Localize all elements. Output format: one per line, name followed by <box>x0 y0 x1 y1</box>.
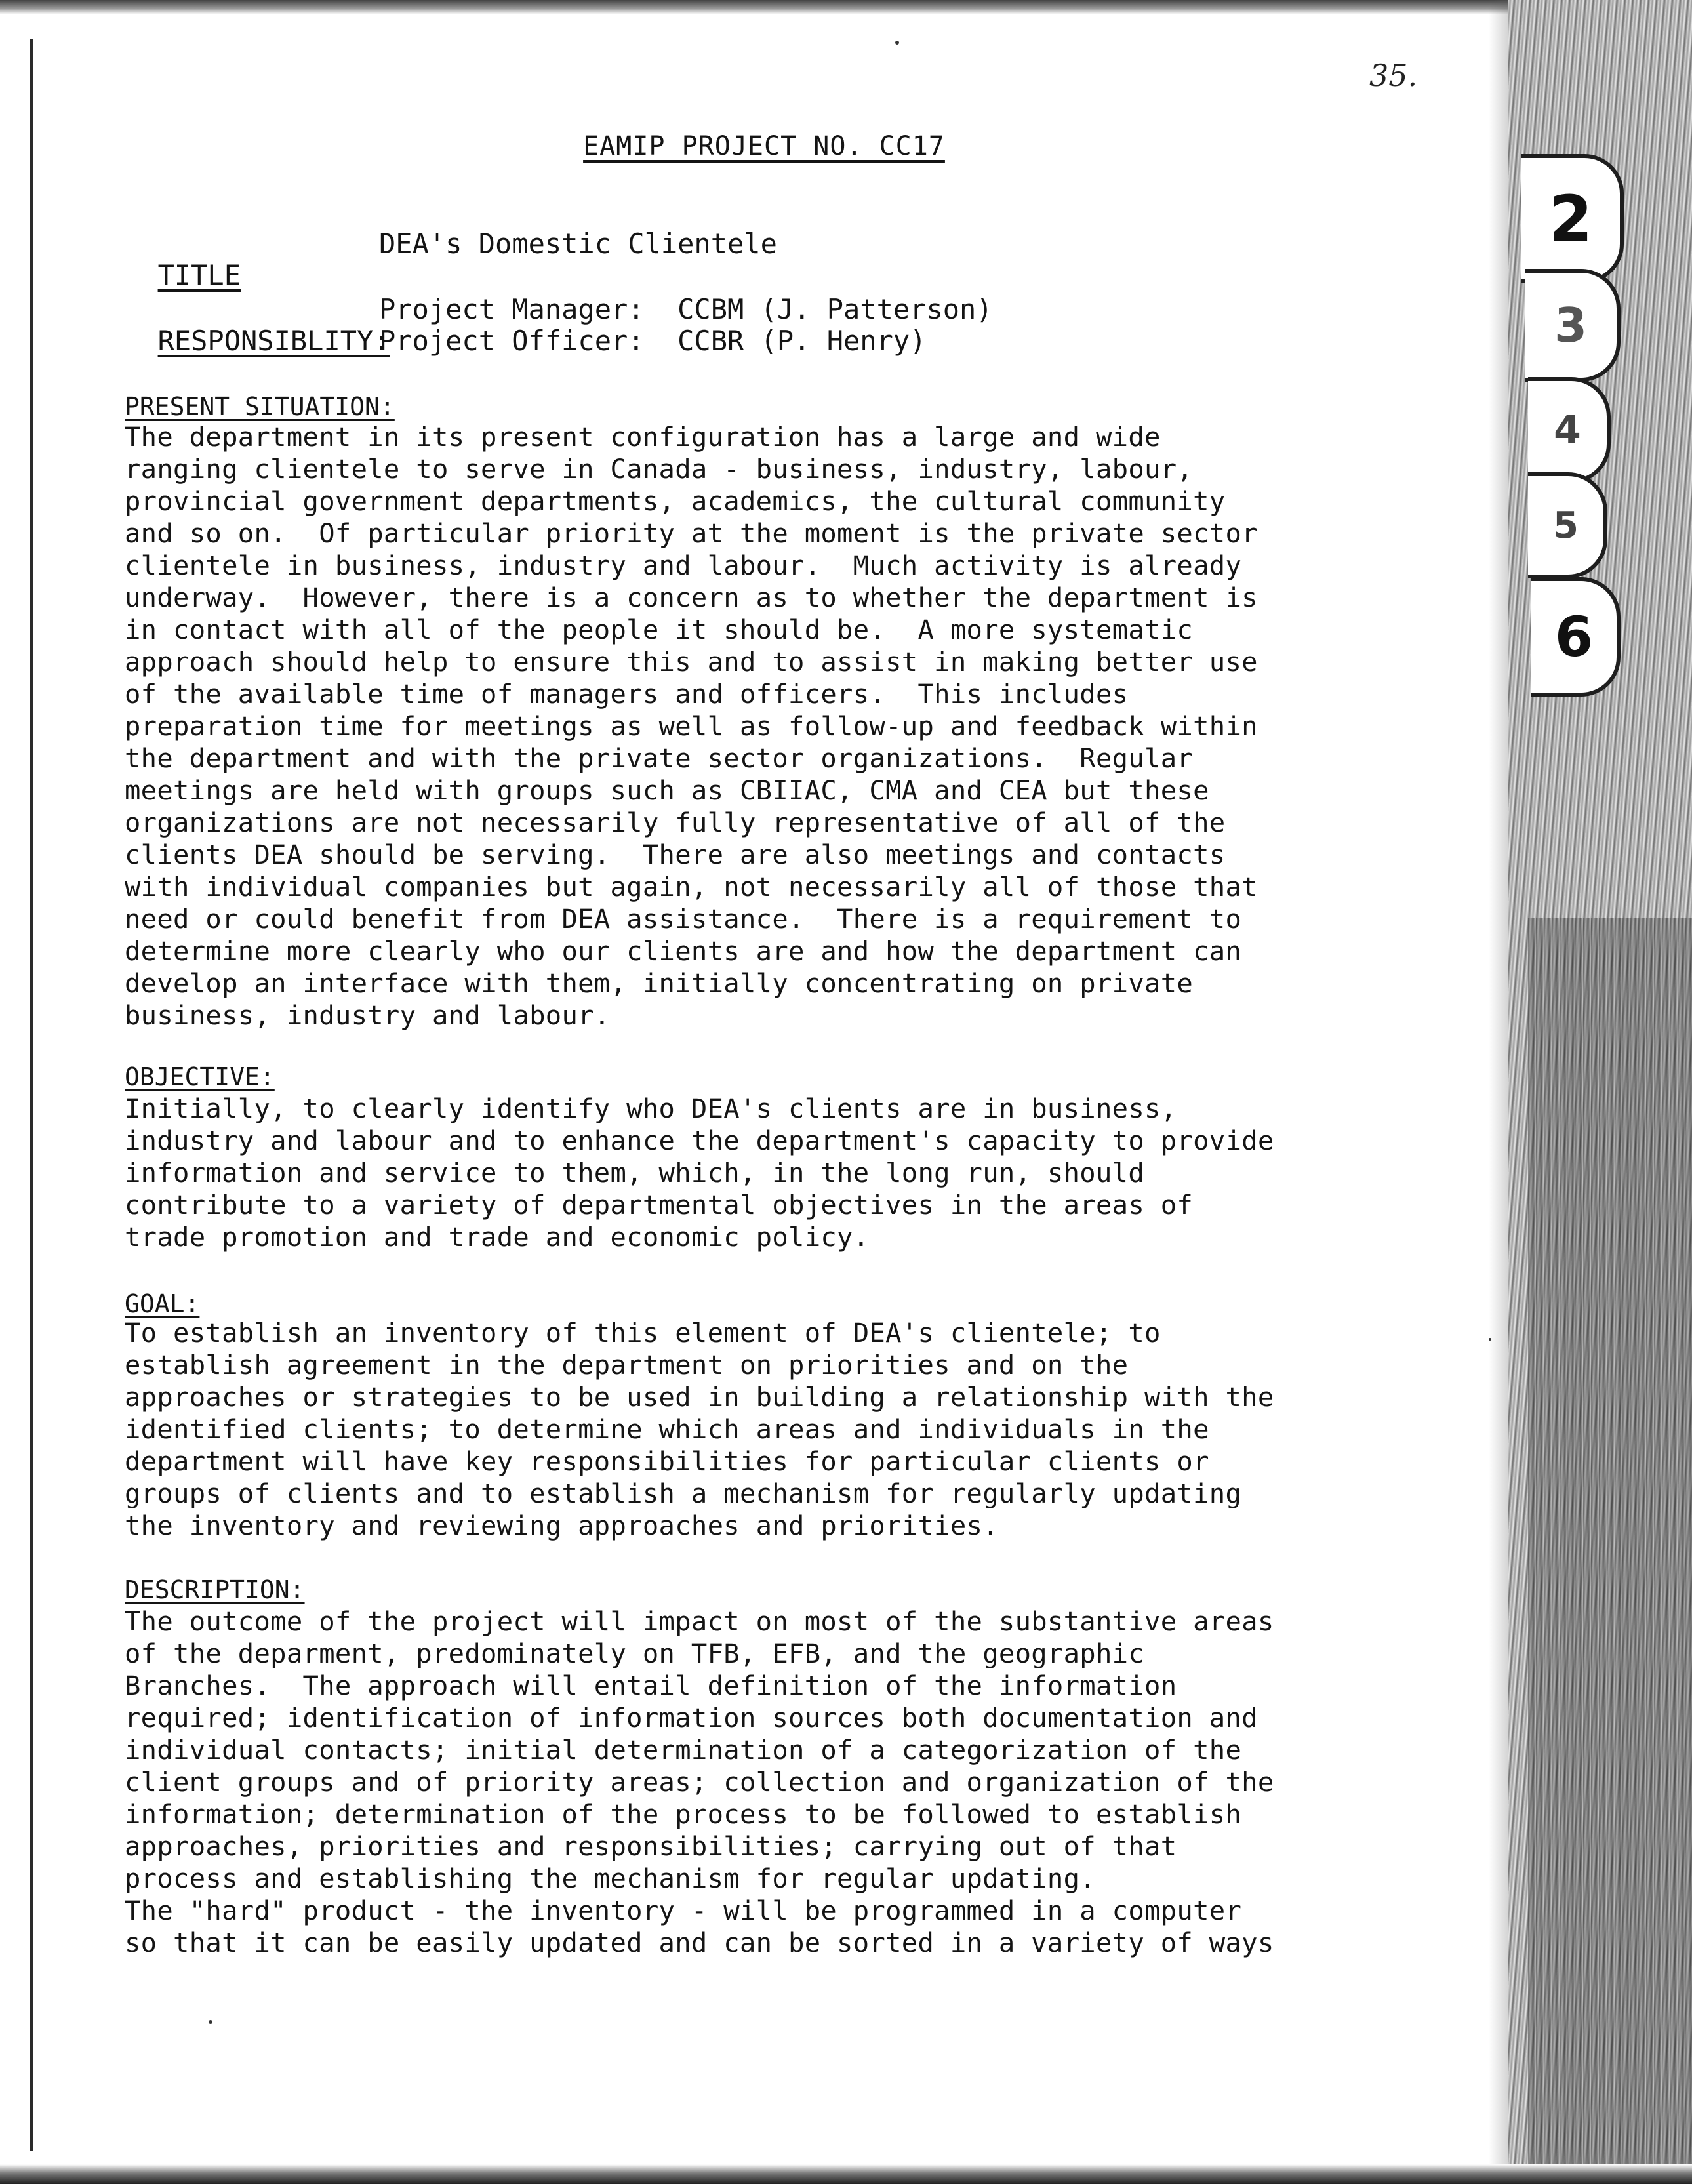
scan-speck <box>895 41 899 45</box>
goal-text: To establish an inventory of this element of DEA's clientele; to establish agreement in the department on priorities and on the approaches or strategies to be used in building a relationship with the identified clients; to determine which areas and individuals in the department will have key responsibilities for particular clients or groups of clients and to establish a mechanism for regularly updating the inventory and reviewing approaches and priorities. <box>125 1317 1274 1541</box>
title-value: DEA's Domestic Clientele <box>379 228 777 260</box>
binder-tab-6: 6 <box>1531 577 1621 697</box>
responsibility-label: RESPONSIBLITY: <box>157 325 390 357</box>
binder-tab-2: 2 <box>1521 154 1624 283</box>
goal-label: GOAL: <box>125 1289 200 1318</box>
binder-tab-4: 4 <box>1528 377 1611 483</box>
description-text: The outcome of the project will impact on most of the substantive areas of the deparment, predominately on TFB, EFB, and the geographic Branches. The approach will entail definition of the information required; identification of information sources both documentation and individual contacts; initial determination of a categorization of the client groups and of priority areas; collection and organization of the information; determination of the process to be followed to establish approaches, priorities and responsibilities; carrying out of that process and establishing the mechanism for regular updating. The "hard" product - the inventory - will be programmed in a computer so that it can be easily updated and can be sorted in a variety of ways <box>125 1606 1274 1958</box>
description-label: DESCRIPTION: <box>125 1575 305 1604</box>
page-top-edge <box>0 0 1692 14</box>
project-officer-line: Project Officer: CCBR (P. Henry) <box>379 325 927 357</box>
present-situation-label: PRESENT SITUATION: <box>125 392 395 421</box>
page-bottom-edge <box>0 2164 1692 2184</box>
binder-tab-5: 5 <box>1528 472 1607 578</box>
left-margin-rule <box>30 39 33 2151</box>
objective-text: Initially, to clearly identify who DEA's clients are in business, industry and labour and to enhance the department's capacity to provide information and service to them, which, in the long run, should contribute to a variety of departmental objectives in the areas of trade promotion and trade and economic policy. <box>125 1093 1274 1253</box>
project-manager-line: Project Manager: CCBM (J. Patterson) <box>379 293 993 325</box>
scan-speck <box>209 2020 212 2024</box>
page-number: 35. <box>1369 58 1418 93</box>
objective-label: OBJECTIVE: <box>125 1062 275 1091</box>
binder-worn-area <box>1528 918 1692 2164</box>
binder-tab-3: 3 <box>1525 269 1621 382</box>
document-heading: EAMIP PROJECT NO. CC17 <box>583 131 945 161</box>
title-label: TITLE <box>157 259 241 291</box>
present-situation-text: The department in its present configuration has a large and wide ranging clientele to serve in Canada - business, industry, labour, provincial government departments, academics, the cultural community and so on. Of particular priority at the moment is the private sector clientele in business, industry and labour. Much activity is already underway. However, there is a concern as to whether the department is in contact with all of the people it should be. A more systematic approach should help to ensure this and to assist in making better use of the available time of managers and officers. This includes preparation time for meetings as well as follow-up and feedback within the department and with the private sector organizations. Regular meetings are held with groups such as CBIIAC, CMA and CEA but these organizations are not necessarily fully representative of all of the clients DEA should be serving. There are also meetings and contacts with individual companies but again, not necessarily all of those that need or could benefit from DEA assistance. There is a requirement to determine more clearly who our clients are and how the department can develop an interface with them, initially concentrating on private business, industry and labour. <box>125 421 1258 1031</box>
scan-speck <box>1489 1338 1491 1341</box>
